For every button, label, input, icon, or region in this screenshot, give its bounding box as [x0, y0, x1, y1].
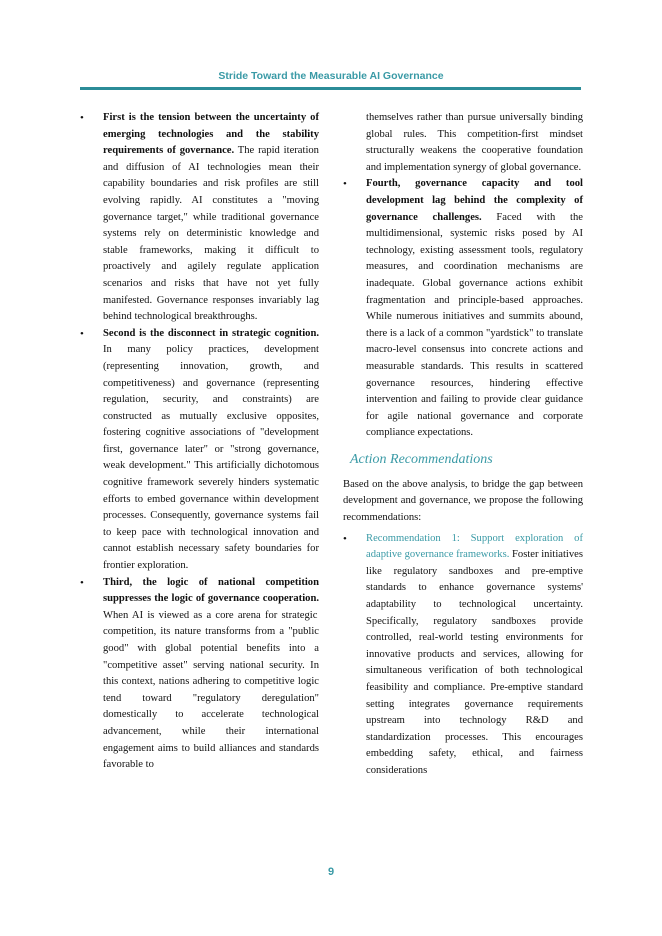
bullet-body: In many policy practices, development (representing innovation, growth, and competitiveness) and governance (representing regulation, security, and constraints) are constructed as mutually exclusive opposites, fostering cognitive associations of "development first, governance later" or "strong governance, weak development." This artificially dichotomous cognitive framework severely hinders systematic efforts to embed governance within development processes. Consequently, governance systems fail to keep pace with technological innovation and cannot establish necessary safety boundaries for frontier exploration.: [103, 344, 319, 572]
bullet-lead: Fourth, governance capacity and tool development lag behind the complexity of governance challenges.: [366, 178, 583, 223]
bullet-dot-icon: •: [343, 178, 347, 191]
bullet-item: [80, 110, 319, 326]
bullet-dot-icon: •: [80, 112, 84, 124]
section-heading: Action Recommendations: [350, 451, 493, 467]
recommendation-lead: Recommendation 1: Support exploration of adaptive governance frameworks.: [366, 532, 583, 561]
bullet-item: [80, 575, 319, 774]
recommendation-item: [343, 531, 583, 780]
header-rule: [80, 87, 581, 90]
page-number: 9: [327, 866, 335, 878]
bullet-body: The rapid iteration and diffusion of AI technologies mean their capability boundaries and risk profiles are still evolving rapidly. AI constitutes a "moving governance target," while traditional governance systems rely on deterministic knowledge and stable frameworks, making it difficult to proactively and agilely regulate application scenarios and risks that have not yet fully manifested. Governance responses invariably lag behind technological breakthroughs.: [103, 145, 319, 323]
left-column: [80, 110, 319, 774]
intro-paragraph: Based on the above analysis, to bridge the gap between development and governance, we propose the following recommendations:: [343, 478, 583, 524]
bullet-lead: Third, the logic of national competition suppresses the logic of governance cooperation.: [103, 576, 319, 605]
bullet-item: [80, 326, 319, 575]
bullet-body: When AI is viewed as a core arena for strategic competition, its nature transforms from a "public good" with global potential benefits into a "competitive asset" serving national security. In this context, nations adhering to competitive logic tend toward "regulatory deregulation" domestically to accelerate technological advancement, while their international engagement aims to build alliances and standards favorable to: [103, 609, 319, 771]
bullet-body: Faced with the multidimensional, systemic risks posed by AI technology, existing assessment tools, regulatory measures, and coordination mechanisms are inadequate. Global governance actions exhibit fragmentation and principle-based approaches. While numerous initiatives and summits abound, there is a lack of a common "yardstick" to translate macro-level consensus into concrete actions and measurable standards. This results in scattered governance resources, hindering effective intervention and failing to provide clear guidance for agile national governance and corporate compliance expectations.: [366, 211, 583, 439]
bullet-dot-icon: •: [343, 532, 347, 545]
right-column: [343, 110, 583, 780]
running-header-title: Stride Toward the Measurable AI Governance: [218, 70, 444, 82]
bullet-item: [343, 176, 583, 442]
bullet-dot-icon: •: [80, 327, 84, 340]
bullet-continuation: themselves rather than pursue universally binding global rules. This competition-first mindset structurally weakens the cooperative foundation and implementation synergy of global governance.: [366, 112, 583, 173]
recommendation-body: Foster initiatives like regulatory sandboxes and pre-emptive standards to enhance governance systems' adaptability to technological uncertainty. Specifically, regulatory sandboxes provide controlled, real-world testing environments for innovative products and services, allowing for simultaneous verification of both technological feasibility and compliance. Pre-emptive standard setting integrates governance requirements upstream into technology R&D and standardization processes. This encourages embedding safety, ethical, and fairness considerations: [366, 549, 583, 776]
bullet-dot-icon: •: [80, 576, 84, 589]
bullet-lead: First is the tension between the uncertainty of emerging technologies and the stability requirements of governance.: [103, 112, 319, 157]
bullet-lead: Second is the disconnect in strategic cognition.: [103, 327, 319, 339]
